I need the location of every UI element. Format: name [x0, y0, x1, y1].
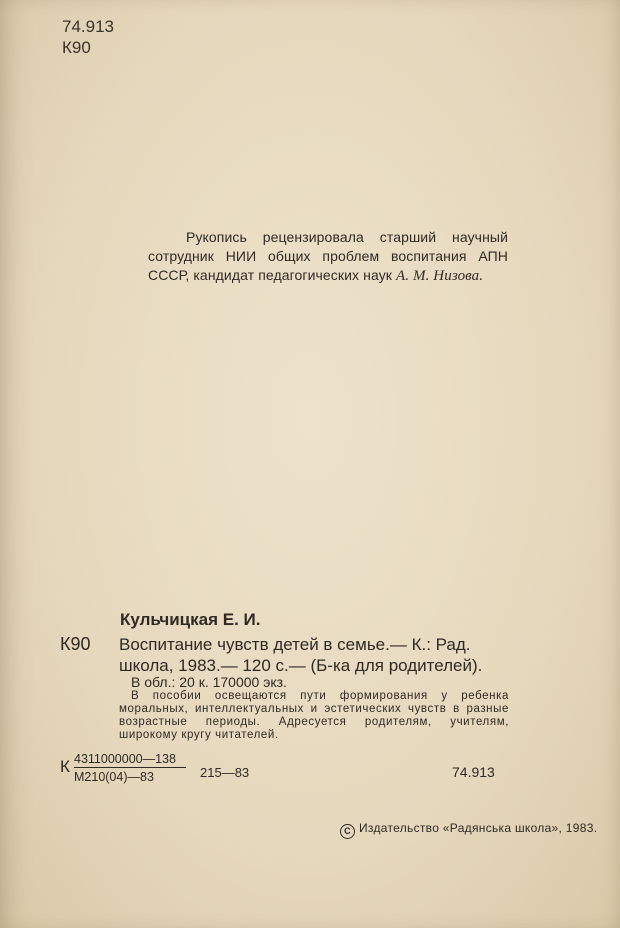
catalog-code-top [62, 16, 114, 58]
publisher-text: Издательство «Радянська школа», 1983. [359, 821, 598, 835]
book-author: Кульчицкая Е. И. [120, 610, 261, 629]
index-letter: К [60, 757, 70, 776]
price-and-print-run: В обл.: 20 к. 170000 экз. [131, 674, 287, 690]
review-note [148, 228, 508, 286]
copyright-icon: С [340, 824, 355, 839]
book-annotation: В пособии освещаются пути формирования у ребенка моральных, интеллектуальных и эстетических чувств в разные возрастные периоды. Адресуется родителям, учителям, широкому кругу читателей. [119, 690, 509, 741]
index-numerator: 4311000000—138 [74, 752, 186, 768]
index-middle-code: 215—83 [200, 765, 250, 780]
catalog-code-number: 74.913 [62, 17, 114, 36]
bibliographic-code: К90 [60, 634, 91, 654]
review-text: Рукопись рецензировала старший научный сотрудник НИИ общих проблем воспитания АПН СССР, кандидат педагогических наук [148, 229, 508, 283]
bibliographic-description: Воспитание чувств детей в семье.— К.: Рад. школа, 1983.— 120 с.— (Б-ка для родителей). [119, 635, 483, 675]
reviewer-name: А. М. Низова. [396, 268, 484, 284]
index-fraction [74, 752, 186, 784]
index-right-code: 74.913 [452, 764, 495, 780]
index-denominator: М210(04)—83 [74, 770, 154, 784]
catalog-code-letter: К90 [62, 38, 91, 57]
publisher-line [340, 821, 597, 839]
